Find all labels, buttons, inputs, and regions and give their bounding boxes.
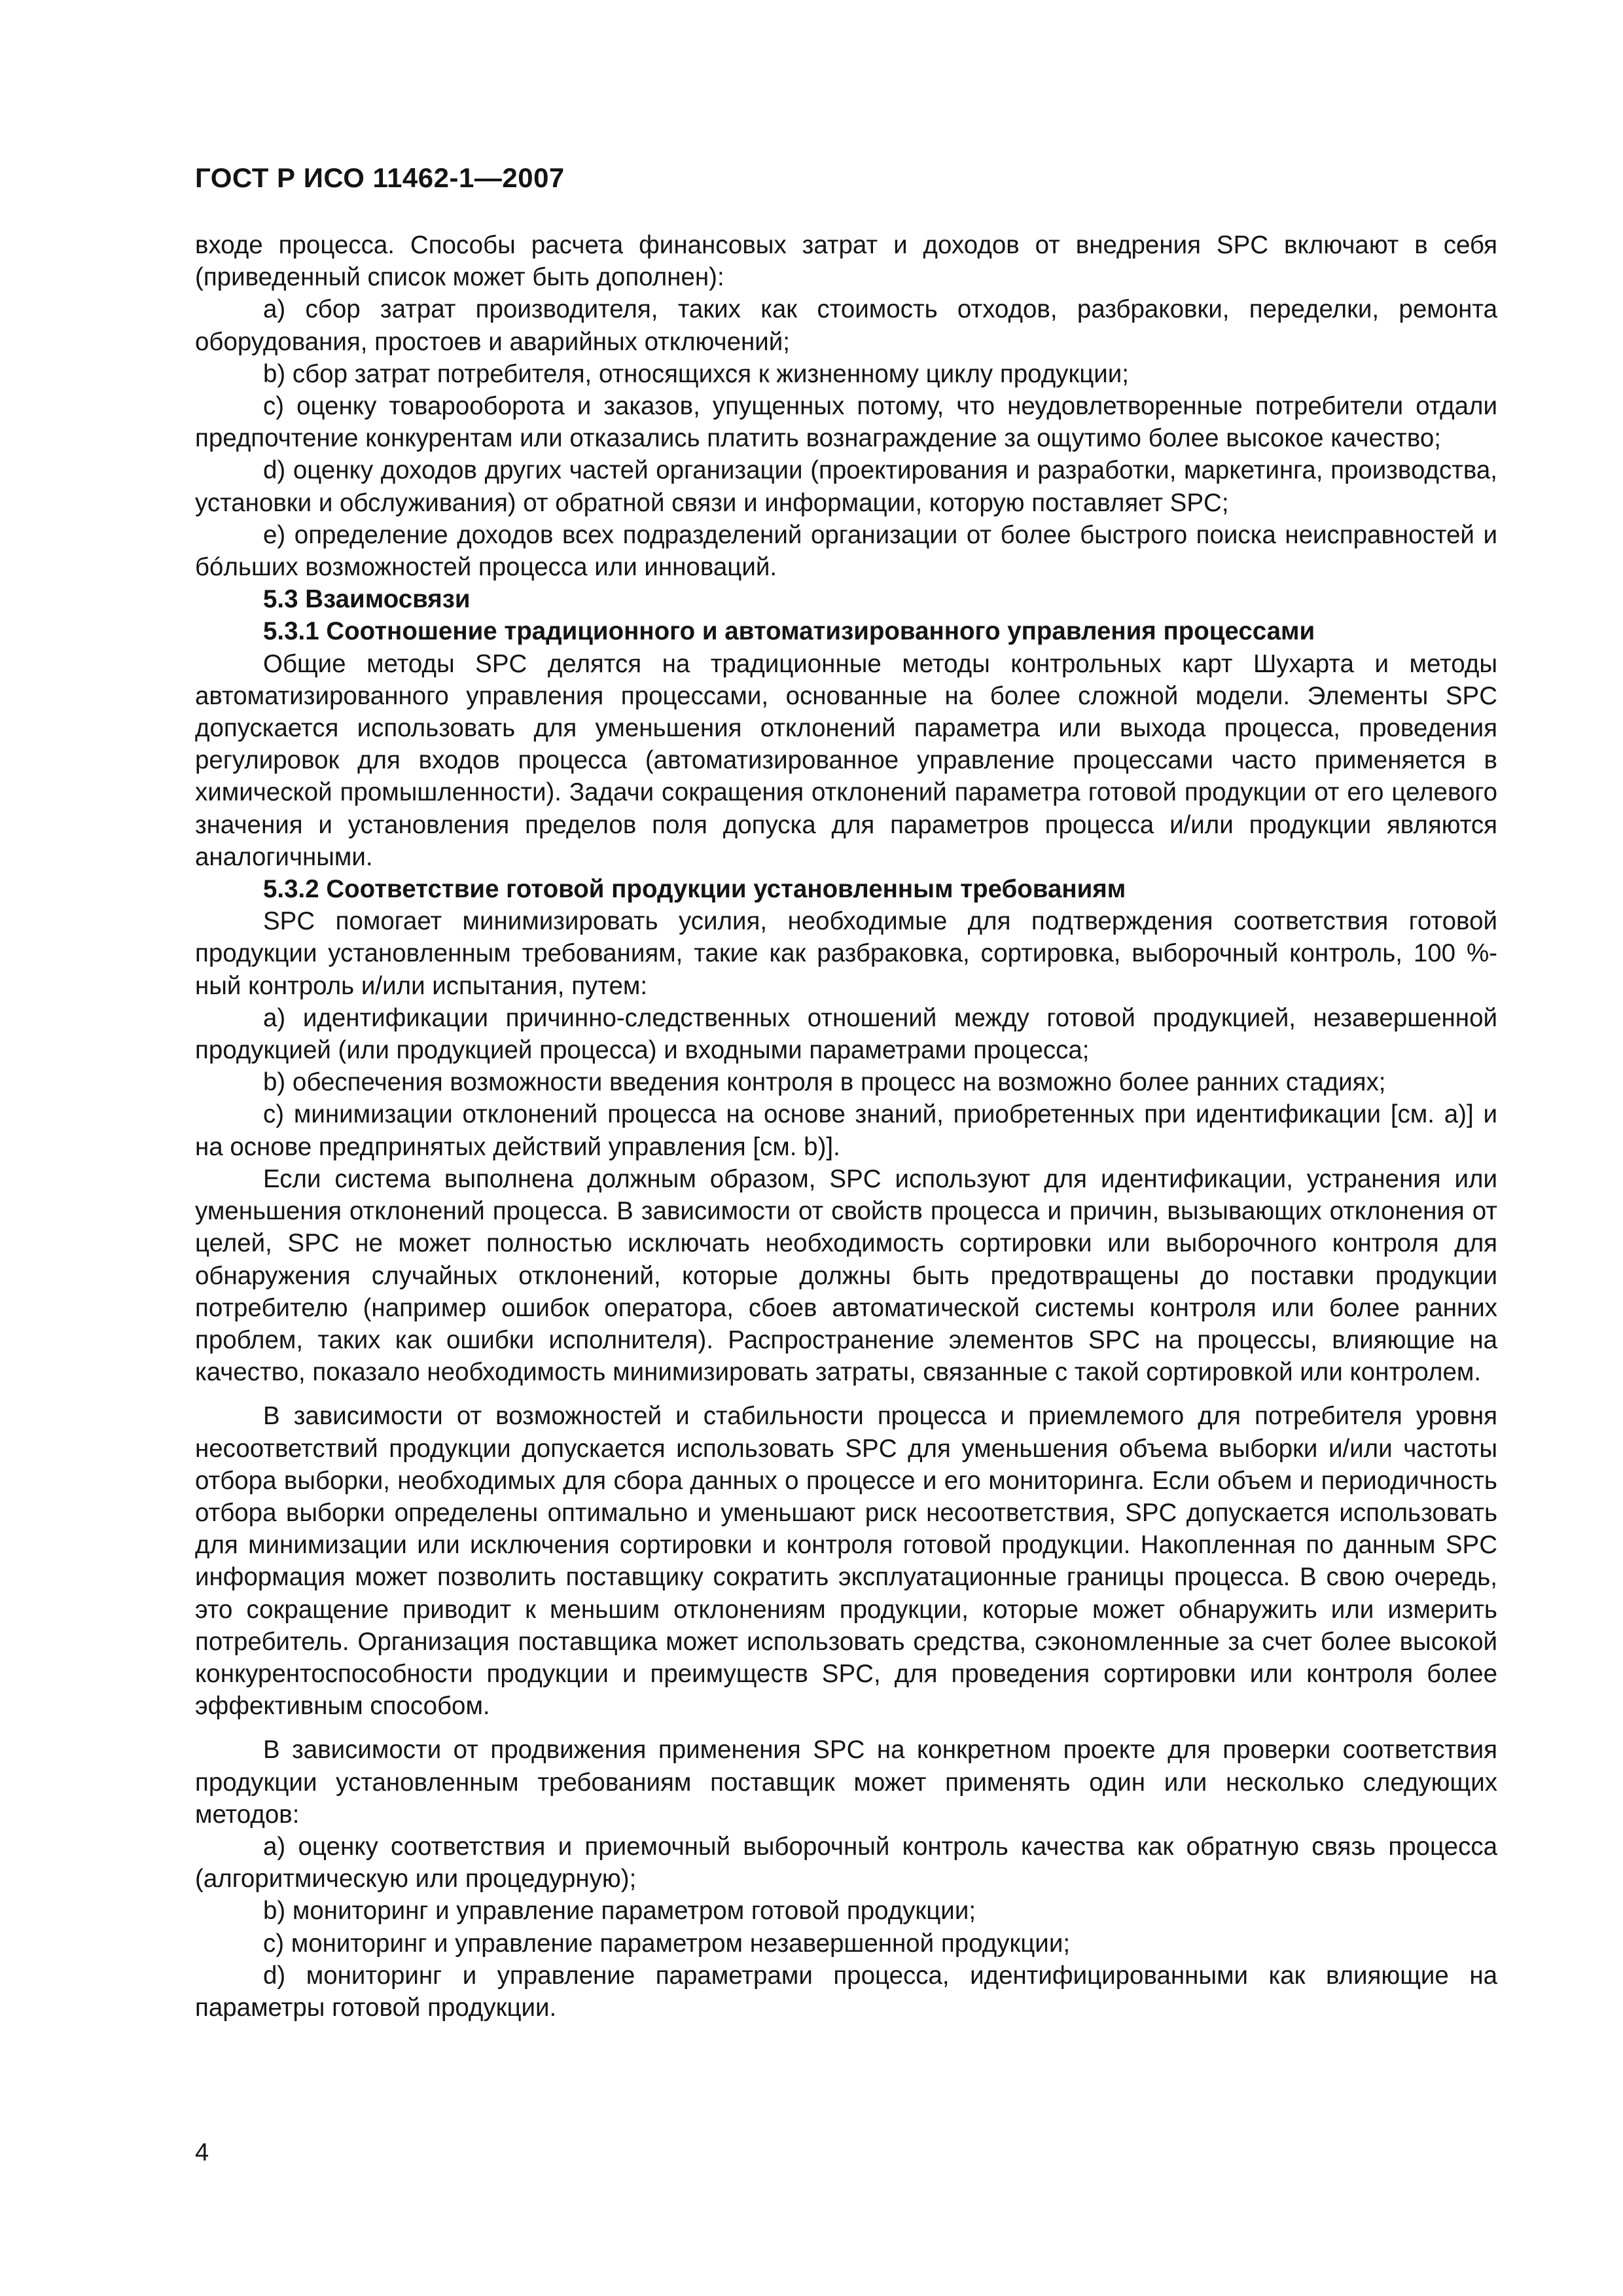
subsection-heading-5-3-1: 5.3.1 Соотношение традиционного и автоматизированного управления процессами — [263, 617, 1315, 646]
subsection-heading-5-3-2: 5.3.2 Соответствие готовой продукции установленным требованиям — [263, 875, 1126, 904]
list-item-c: c) оценку товарооборота и заказов, упущенных потому, что неудовлетворенные потребители отдали предпочтение конкурентам или отказались платить вознаграждение за ощутимо более высокое качество; — [195, 392, 1497, 453]
standard-header: ГОСТ Р ИСО 11462-1—2007 — [195, 162, 565, 193]
list-item-b: b) обеспечения возможности введения контроля в процесс на возможно более ранних стадиях; — [263, 1068, 1386, 1097]
paragraph-intro-continuation: входе процесса. Способы расчета финансовых затрат и доходов от внедрения SPC включают в себя (приведенный список может быть дополнен): — [195, 231, 1497, 292]
list-item-a: a) сбор затрат производителя, таких как стоимость отходов, разбраковки, переделки, ремонта оборудования, простоев и аварийных отключений; — [195, 295, 1497, 356]
list-item-a: a) оценку соответствия и приемочный выборочный контроль качества как обратную связь процесса (алгоритмическую или процедурную); — [195, 1832, 1497, 1893]
body-text — [195, 229, 1497, 2024]
list-item-a: a) идентификации причинно-следственных отношений между готовой продукцией, незавершенной продукцией (или продукцией процесса) и входными параметрами процесса; — [195, 1003, 1497, 1065]
list-item-b: b) сбор затрат потребителя, относящихся к жизненному циклу продукции; — [263, 359, 1130, 388]
paragraph-methods-intro: В зависимости от продвижения применения SPC на конкретном проекте для проверки соответствия продукции установленным требованиям поставщик может применять один или несколько следующих методов: — [195, 1736, 1497, 1829]
paragraph-system: Если система выполнена должным образом, SPC используют для идентификации, устранения или уменьшения отклонений процесса. В зависимости от свойств процесса и причин, вызывающих отклонения от целей, SPC не может полностью исключать необходимость сортировки или выборочного контроля для обнаружения случайных отклонений, которые должны быть предотвращены до поставки продукции потребителю (например ошибок оператора, сбоев автоматической системы контроля или более ранних проблем, таких как ошибки исполнителя). Распространение элементов SPC на процессы, влияющие на качество, показало необходимость минимизировать затраты, связанные с такой сортировкой или контролем. — [195, 1164, 1497, 1387]
list-item-d: d) оценку доходов других частей организации (проектирования и разработки, маркетинга, производства, установки и обслуживания) от обратной связи и информации, которую поставляет SPC; — [195, 456, 1497, 517]
paragraph-5-3-1: Общие методы SPC делятся на традиционные методы контрольных карт Шухарта и методы автоматизированного управления процессами, основанные на более сложной модели. Элементы SPC допускается использовать для уменьшения отклонений параметра или выхода процесса, проведения регулировок для входов процесса (автоматизированное управление процессами часто применяется в химической промышленности). Задачи сокращения отклонений параметра готовой продукции от его целевого значения и установления пределов поля допуска для параметров процесса и/или продукции являются аналогичными. — [195, 649, 1497, 871]
paragraph-capability: В зависимости от возможностей и стабильности процесса и приемлемого для потребителя уровня несоответствий продукции допускается использовать SPC для уменьшения объема выборки и/или частоты отбора выборки, необходимых для сбора данных о процессе и его мониторинга. Если объем и периодичность отбора выборки определены оптимально и уменьшают риск несоответствия, SPC допускается использовать для минимизации или исключения сортировки и контроля готовой продукции. Накопленная по данным SPC информация может позволить поставщику сократить эксплуатационные границы процесса. В свою очередь, это сокращение приводит к меньшим отклонениям продукции, которые может обнаружить или измерить потребитель. Организация поставщика может использовать средства, сэкономленные за счет более высокой конкурентоспособности продукции и преимуществ SPC, для проведения сортировки или контроля более эффективным способом. — [195, 1402, 1497, 1721]
section-heading-5-3: 5.3 Взаимосвязи — [263, 585, 471, 614]
page-number: 4 — [195, 2139, 209, 2166]
list-item-d: d) мониторинг и управление параметрами процесса, идентифицированными как влияющие на параметры готовой продукции. — [195, 1961, 1497, 2022]
list-item-b: b) мониторинг и управление параметром готовой продукции; — [263, 1897, 976, 1926]
paragraph-5-3-2-intro: SPC помогает минимизировать усилия, необходимые для подтверждения соответствия готовой продукции установленным требованиям, такие как разбраковка, сортировка, выборочный контроль, 100 %-ный контроль и/или испытания, путем: — [195, 907, 1497, 1000]
list-item-c: c) минимизации отклонений процесса на основе знаний, приобретенных при идентификации [см. a)] и на основе предпринятых действий управления [см. b)]. — [195, 1100, 1497, 1161]
list-item-e: e) определение доходов всех подразделений организации от более быстрого поиска неисправностей и бóльших возможностей процесса или инноваций. — [195, 520, 1497, 582]
list-item-c: c) мониторинг и управление параметром незавершенной продукции; — [263, 1929, 1071, 1958]
